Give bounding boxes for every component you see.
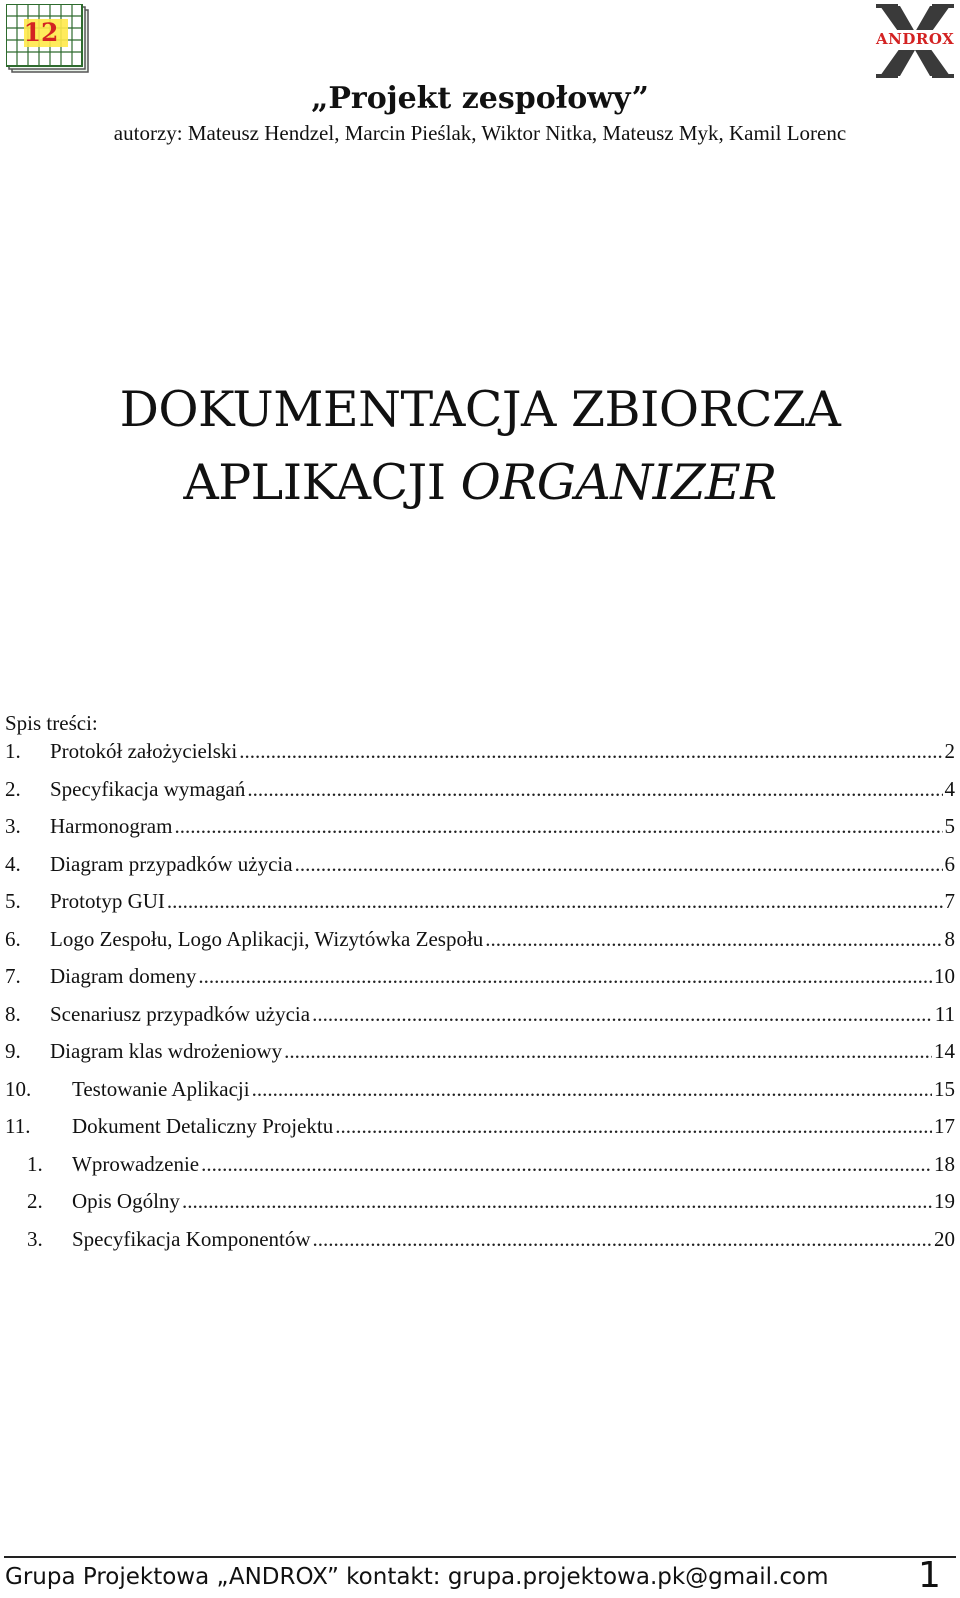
toc-entry-title: Diagram domeny xyxy=(50,964,197,988)
toc-entry-number: 5. xyxy=(5,889,21,913)
team-number-grid-logo xyxy=(6,4,92,76)
toc-entry-number: 7. xyxy=(5,964,21,988)
toc-entry-title: Scenariusz przypadków użycia xyxy=(50,1001,311,1026)
toc-entry[interactable] xyxy=(5,1112,955,1150)
toc-entry-number: 1. xyxy=(27,1151,43,1176)
toc-entry-title: Prototyp GUI xyxy=(50,889,165,913)
footer-divider xyxy=(4,1556,956,1558)
toc-entry-page: 15 xyxy=(934,1076,955,1101)
toc-entry-number: 1. xyxy=(5,739,21,763)
toc-leader-dots xyxy=(174,812,942,840)
toc-leader-dots xyxy=(485,925,942,953)
toc-leader-dots xyxy=(252,1075,932,1103)
toc-entry-page: 17 xyxy=(934,1114,955,1138)
toc-entry-number: 3. xyxy=(5,814,21,838)
toc-entry-page: 8 xyxy=(944,926,955,951)
toc-entry-title: Protokół założycielski xyxy=(50,739,238,763)
logo-brand-text: ANDROX xyxy=(876,30,955,48)
toc-leader-dots xyxy=(198,962,932,990)
toc-entry-number: 3. xyxy=(27,1226,43,1251)
toc-leader-dots xyxy=(295,850,943,878)
toc-entry-number: 2. xyxy=(27,1189,43,1213)
toc-entry-page: 14 xyxy=(934,1039,955,1063)
toc-subentry[interactable] xyxy=(5,1150,955,1188)
toc-entry-number: 11. xyxy=(5,1114,31,1138)
toc-leader-dots xyxy=(335,1112,932,1140)
document-title-app-name: ORGANIZER xyxy=(460,454,777,511)
toc-entry-number: 4. xyxy=(5,851,21,876)
toc-entry-title: Testowanie Aplikacji xyxy=(72,1076,250,1101)
toc-entry[interactable] xyxy=(5,1075,955,1113)
toc-entry-page: 6 xyxy=(944,851,955,876)
toc-leader-dots xyxy=(201,1150,932,1178)
toc-leader-dots xyxy=(313,1225,932,1253)
toc-entry-number: 10. xyxy=(5,1076,32,1101)
toc-entry-title: Diagram przypadków użycia xyxy=(50,851,293,876)
toc-entry-page: 11 xyxy=(934,1001,955,1026)
toc-entry-page: 4 xyxy=(944,776,955,801)
toc-leader-dots xyxy=(247,775,942,803)
toc-entry[interactable] xyxy=(5,887,955,925)
toc-entry[interactable] xyxy=(5,850,955,888)
document-title-line2 xyxy=(0,453,960,513)
toc-entry-page: 2 xyxy=(944,739,955,763)
toc-entry[interactable] xyxy=(5,1037,955,1075)
toc-entry-number: 6. xyxy=(5,926,21,951)
toc-entry-page: 18 xyxy=(934,1151,955,1176)
toc-heading: Spis treści: xyxy=(5,711,98,735)
toc-leader-dots xyxy=(167,887,943,915)
toc-subentry[interactable] xyxy=(5,1225,955,1263)
toc-entry-title: Logo Zespołu, Logo Aplikacji, Wizytówka Zespołu xyxy=(50,926,484,951)
toc-entry[interactable] xyxy=(5,775,955,813)
document-title-line1: DOKUMENTACJA ZBIORCZA xyxy=(119,381,841,438)
logo-number: 12 xyxy=(23,18,59,47)
toc-entry-page: 19 xyxy=(934,1189,955,1213)
page-number: 1 xyxy=(918,1555,941,1596)
toc-entry-page: 5 xyxy=(944,814,955,838)
toc-subentry[interactable] xyxy=(5,1187,955,1225)
toc-entry[interactable] xyxy=(5,1000,955,1038)
footer-contact: Grupa Projektowa „ANDROX” kontakt: grupa.projektowa.pk@gmail.com xyxy=(5,1564,829,1590)
toc-entry-page: 10 xyxy=(934,964,955,988)
toc-entry-title: Specyfikacja wymagań xyxy=(50,776,246,801)
androx-logo xyxy=(876,4,954,78)
toc-entry-title: Opis Ogólny xyxy=(72,1189,180,1213)
toc-entry[interactable] xyxy=(5,737,955,775)
toc-leader-dots xyxy=(182,1187,932,1215)
toc-entry-title: Specyfikacja Komponentów xyxy=(72,1226,311,1251)
document-title-app-label: APLIKACJI xyxy=(183,454,446,511)
toc-entry-number: 9. xyxy=(5,1039,21,1063)
project-title: „Projekt zespołowy” xyxy=(311,81,649,116)
toc-leader-dots xyxy=(312,1000,933,1028)
toc-entry[interactable] xyxy=(5,925,955,963)
toc-entry-number: 2. xyxy=(5,776,21,801)
toc-entry-page: 7 xyxy=(944,889,955,913)
toc-entry[interactable] xyxy=(5,962,955,1000)
toc-leader-dots xyxy=(239,737,942,765)
toc-entry-title: Wprowadzenie xyxy=(72,1151,200,1176)
toc-entry-number: 8. xyxy=(5,1001,21,1026)
toc-entry-page: 20 xyxy=(934,1226,955,1251)
table-of-contents xyxy=(5,737,955,1262)
toc-entry-title: Harmonogram xyxy=(50,814,173,838)
toc-leader-dots xyxy=(284,1037,932,1065)
toc-entry[interactable] xyxy=(5,812,955,850)
authors-line: autorzy: Mateusz Hendzel, Marcin Pieślak, Wiktor Nitka, Mateusz Myk, Kamil Lorenc xyxy=(113,121,847,145)
toc-entry-title: Dokument Detaliczny Projektu xyxy=(72,1114,334,1138)
toc-entry-title: Diagram klas wdrożeniowy xyxy=(50,1039,283,1063)
